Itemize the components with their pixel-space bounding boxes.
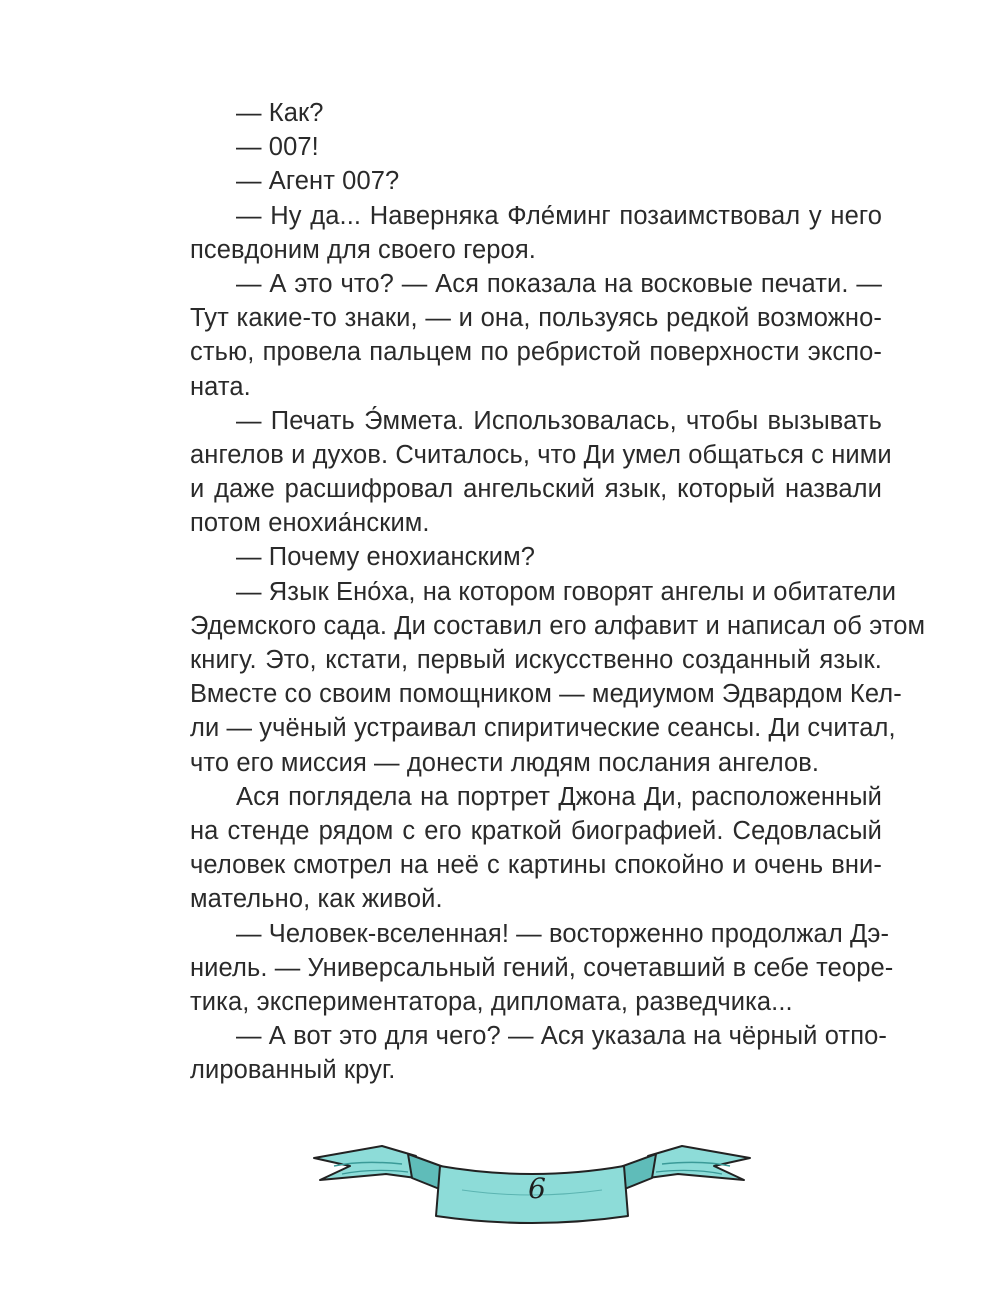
text-line: — 007! xyxy=(236,133,319,162)
text-line: — А это что? — Ася показала на восковые печати. — xyxy=(236,269,882,298)
text-line: псевдоним для своего героя. xyxy=(190,235,536,264)
text-line: — Ну да... Наверняка Фле́минг позаимствовал у него xyxy=(236,201,882,230)
text-line: ли — учёный устраивал спиритические сеансы. Ди считал, xyxy=(190,714,896,743)
text-line: на стенде рядом с его краткой биографией. Седовласый xyxy=(190,816,882,845)
text-line: Ася поглядела на портрет Джона Ди, расположенный xyxy=(236,782,882,811)
text-line: стью, провела пальцем по ребристой поверхности экспо- xyxy=(190,338,882,367)
text-line: ниель. — Универсальный гений, сочетавший в себе теоре- xyxy=(190,953,894,982)
text-line: человек смотрел на неё с картины спокойно и очень вни- xyxy=(190,851,882,880)
text-line: и даже расшифровал ангельский язык, который назвали xyxy=(190,475,882,504)
text-line: книгу. Это, кстати, первый искусственно созданный язык. xyxy=(190,646,882,674)
text-line: — Человек-вселенная! — восторженно продолжал Дэ- xyxy=(236,919,890,948)
text-line: — Почему енохианским? xyxy=(236,543,536,572)
text-line: что его миссия — донести людям послания ангелов. xyxy=(190,748,820,777)
text-line: Эдемского сада. Ди составил его алфавит и написал об этом xyxy=(190,611,926,640)
text-line: лированный круг. xyxy=(190,1056,396,1085)
text-line: ангелов и духов. Считалось, что Ди умел общаться с ними xyxy=(190,440,892,469)
text-line: потом енохиа́нским. xyxy=(190,509,430,538)
text-line: — Агент 007? xyxy=(236,167,400,196)
text-line: Вместе со своим помощником — медиумом Эдвардом Кел- xyxy=(190,680,902,709)
text-line: мательно, как живой. xyxy=(190,885,443,914)
text-line: — А вот это для чего? — Ася указала на чёрный отпо- xyxy=(236,1022,887,1051)
text-line: Тут какие-то знаки, — и она, пользуясь редкой возможно- xyxy=(190,304,882,333)
text-line: тика, экспериментатора, дипломата, разведчика... xyxy=(190,987,793,1016)
text-line: — Печать Э́ммета. Использовалась, чтобы вызывать xyxy=(236,406,882,435)
text-line: — Как? xyxy=(236,99,324,127)
text-line: ната. xyxy=(190,372,251,401)
text-line: — Язык Ено́ха, на котором говорят ангелы и обитатели xyxy=(236,577,897,606)
page-number: 6 xyxy=(528,1172,546,1205)
body-text xyxy=(190,96,926,1087)
